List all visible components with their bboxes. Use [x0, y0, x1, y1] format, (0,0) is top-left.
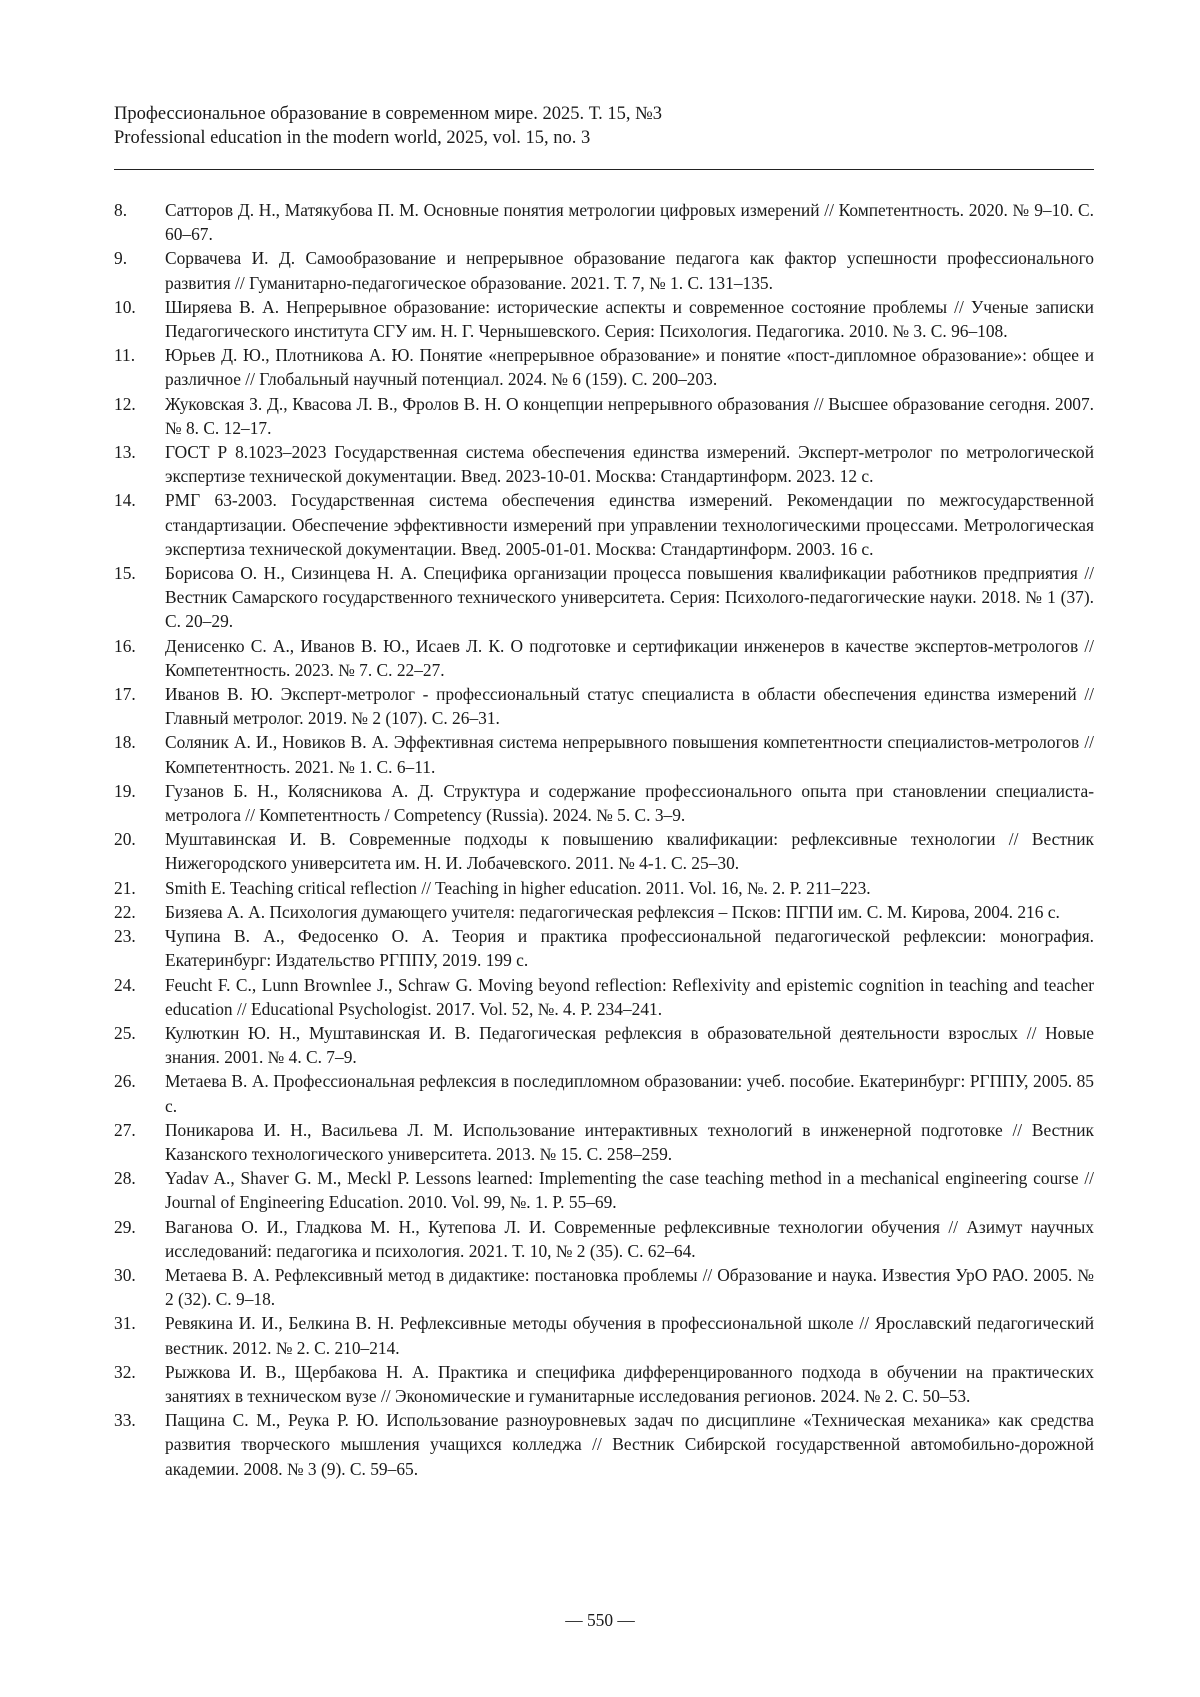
reference-item: [114, 876, 1094, 900]
header-title-en: Professional education in the modern world, 2025, vol. 15, no. 3: [114, 126, 1094, 150]
reference-text: ГОСТ Р 8.1023–2023 Государственная система обеспечения единства измерений. Эксперт-метролог по метрологической экспертизе технической документации. Введ. 2023-10-01. Москва: Стандартинформ. 2023. 12 с.: [165, 440, 1094, 488]
reference-number: 12.: [114, 392, 165, 440]
reference-text: Метаева В. А. Профессиональная рефлексия в последипломном образовании: учеб. пособие. Екатеринбург: РГППУ, 2005. 85 с.: [165, 1069, 1094, 1117]
reference-item: [114, 246, 1094, 294]
reference-item: [114, 1118, 1094, 1166]
reference-text: Борисова О. Н., Сизинцева Н. А. Специфика организации процесса повышения квалификации работников предприятия // Вестник Самарского государственного технического университета. Серия: Психолого-педагогические науки. 2018. № 1 (37). С. 20–29.: [165, 561, 1094, 634]
header-divider: [114, 169, 1094, 170]
reference-text: Сатторов Д. Н., Матякубова П. М. Основные понятия метрологии цифровых измерений // Компетентность. 2020. № 9–10. С. 60–67.: [165, 198, 1094, 246]
reference-text: Метаева В. А. Рефлексивный метод в дидактике: постановка проблемы // Образование и наука. Известия УрО РАО. 2005. № 2 (32). С. 9–18.: [165, 1263, 1094, 1311]
reference-text: Сорвачева И. Д. Самообразование и непрерывное образование педагога как фактор успешности профессионального развития // Гуманитарно-педагогическое образование. 2021. Т. 7, № 1. С. 131–135.: [165, 246, 1094, 294]
reference-number: 19.: [114, 779, 165, 827]
reference-number: 22.: [114, 900, 165, 924]
header-title-ru: Профессиональное образование в современном мире. 2025. Т. 15, №3: [114, 102, 1094, 126]
reference-number: 13.: [114, 440, 165, 488]
reference-number: 21.: [114, 876, 165, 900]
reference-number: 15.: [114, 561, 165, 634]
reference-text: Ваганова О. И., Гладкова М. Н., Кутепова Л. И. Современные рефлексивные технологии обучения // Азимут научных исследований: педагогика и психология. 2021. Т. 10, № 2 (35). С. 62–64.: [165, 1215, 1094, 1263]
reference-number: 30.: [114, 1263, 165, 1311]
reference-text: РМГ 63-2003. Государственная система обеспечения единства измерений. Рекомендации по межгосударственной стандартизации. Обеспечение эффективности измерений при управлении технологическими процессами. Метрологическая экспертиза технической документации. Введ. 2005-01-01. Москва: Стандартинформ. 2003. 16 с.: [165, 488, 1094, 561]
reference-item: [114, 392, 1094, 440]
reference-item: [114, 730, 1094, 778]
reference-text: Муштавинская И. В. Современные подходы к повышению квалификации: рефлексивные технологии // Вестник Нижегородского университета им. Н. И. Лобачевского. 2011. № 4-1. С. 25–30.: [165, 827, 1094, 875]
reference-text: Рыжкова И. В., Щербакова Н. А. Практика и специфика дифференцированного подхода в обучении на практических занятиях в техническом вузе // Экономические и гуманитарные исследования регионов. 2024. № 2. С. 50–53.: [165, 1360, 1094, 1408]
reference-item: [114, 1360, 1094, 1408]
reference-item: [114, 682, 1094, 730]
reference-number: 14.: [114, 488, 165, 561]
reference-item: [114, 295, 1094, 343]
reference-text: Поникарова И. Н., Васильева Л. М. Использование интерактивных технологий в инженерной подготовке // Вестник Казанского технологического университета. 2013. № 15. С. 258–259.: [165, 1118, 1094, 1166]
reference-text: Ширяева В. А. Непрерывное образование: исторические аспекты и современное состояние проблемы // Ученые записки Педагогического института СГУ им. Н. Г. Чернышевского. Серия: Психология. Педагогика. 2010. № 3. С. 96–108.: [165, 295, 1094, 343]
reference-item: [114, 827, 1094, 875]
reference-number: 29.: [114, 1215, 165, 1263]
reference-text: Иванов В. Ю. Эксперт-метролог - профессиональный статус специалиста в области обеспечения единства измерений // Главный метролог. 2019. № 2 (107). С. 26–31.: [165, 682, 1094, 730]
reference-text: Yadav A., Shaver G. M., Meckl P. Lessons learned: Implementing the case teaching method in a mechanical engineering course // Journal of Engineering Education. 2010. Vol. 99, №. 1. P. 55–69.: [165, 1166, 1094, 1214]
reference-item: [114, 973, 1094, 1021]
reference-text: Бизяева А. А. Психология думающего учителя: педагогическая рефлексия – Псков: ПГПИ им. С. М. Кирова, 2004. 216 с.: [165, 900, 1094, 924]
reference-text: Жуковская З. Д., Квасова Л. В., Фролов В. Н. О концепции непрерывного образования // Высшее образование сегодня. 2007. № 8. С. 12–17.: [165, 392, 1094, 440]
reference-number: 26.: [114, 1069, 165, 1117]
reference-text: Feucht F. C., Lunn Brownlee J., Schraw G. Moving beyond reflection: Reflexivity and epistemic cognition in teaching and teacher education // Educational Psychologist. 2017. Vol. 52, №. 4. P. 234–241.: [165, 973, 1094, 1021]
reference-item: [114, 561, 1094, 634]
reference-text: Ревякина И. И., Белкина В. Н. Рефлексивные методы обучения в профессиональной школе // Ярославский педагогический вестник. 2012. № 2. С. 210–214.: [165, 1311, 1094, 1359]
reference-number: 31.: [114, 1311, 165, 1359]
reference-text: Чупина В. А., Федосенко О. А. Теория и практика профессиональной педагогической рефлексии: монография. Екатеринбург: Издательство РГППУ, 2019. 199 с.: [165, 924, 1094, 972]
reference-text: Пащина С. М., Реука Р. Ю. Использование разноуровневых задач по дисциплине «Техническая механика» как средства развития творческого мышления учащихся колледжа // Вестник Сибирской государственной автомобильно-дорожной академии. 2008. № 3 (9). С. 59–65.: [165, 1408, 1094, 1481]
reference-number: 18.: [114, 730, 165, 778]
reference-item: [114, 924, 1094, 972]
reference-item: [114, 634, 1094, 682]
reference-text: Кулюткин Ю. Н., Муштавинская И. В. Педагогическая рефлексия в образовательной деятельности взрослых // Новые знания. 2001. № 4. С. 7–9.: [165, 1021, 1094, 1069]
reference-item: [114, 1021, 1094, 1069]
reference-number: 8.: [114, 198, 165, 246]
reference-number: 23.: [114, 924, 165, 972]
page-number: — 550 —: [0, 1610, 1200, 1631]
reference-text: Соляник А. И., Новиков В. А. Эффективная система непрерывного повышения компетентности специалистов-метрологов // Компетентность. 2021. № 1. С. 6–11.: [165, 730, 1094, 778]
reference-item: [114, 1166, 1094, 1214]
reference-number: 20.: [114, 827, 165, 875]
reference-item: [114, 1069, 1094, 1117]
reference-number: 16.: [114, 634, 165, 682]
reference-item: [114, 440, 1094, 488]
reference-item: [114, 198, 1094, 246]
reference-number: 24.: [114, 973, 165, 1021]
reference-number: 10.: [114, 295, 165, 343]
reference-text: Smith E. Teaching critical reflection // Teaching in higher education. 2011. Vol. 16, №. 2. P. 211–223.: [165, 876, 1094, 900]
reference-number: 33.: [114, 1408, 165, 1481]
reference-item: [114, 343, 1094, 391]
reference-item: [114, 1311, 1094, 1359]
reference-text: Денисенко С. А., Иванов В. Ю., Исаев Л. К. О подготовке и сертификации инженеров в качестве экспертов-метрологов // Компетентность. 2023. № 7. С. 22–27.: [165, 634, 1094, 682]
reference-item: [114, 1408, 1094, 1481]
reference-item: [114, 488, 1094, 561]
reference-number: 11.: [114, 343, 165, 391]
reference-list: [114, 198, 1094, 1481]
reference-number: 28.: [114, 1166, 165, 1214]
reference-item: [114, 1215, 1094, 1263]
running-header: [114, 102, 1094, 150]
reference-item: [114, 779, 1094, 827]
reference-number: 27.: [114, 1118, 165, 1166]
reference-number: 32.: [114, 1360, 165, 1408]
reference-item: [114, 900, 1094, 924]
reference-text: Гузанов Б. Н., Колясникова А. Д. Структура и содержание профессионального опыта при становлении специалиста-метролога // Компетентность / Competency (Russia). 2024. № 5. С. 3–9.: [165, 779, 1094, 827]
reference-number: 17.: [114, 682, 165, 730]
reference-item: [114, 1263, 1094, 1311]
reference-number: 25.: [114, 1021, 165, 1069]
reference-text: Юрьев Д. Ю., Плотникова А. Ю. Понятие «непрерывное образование» и понятие «пост-дипломное образование»: общее и различное // Глобальный научный потенциал. 2024. № 6 (159). С. 200–203.: [165, 343, 1094, 391]
reference-number: 9.: [114, 246, 165, 294]
